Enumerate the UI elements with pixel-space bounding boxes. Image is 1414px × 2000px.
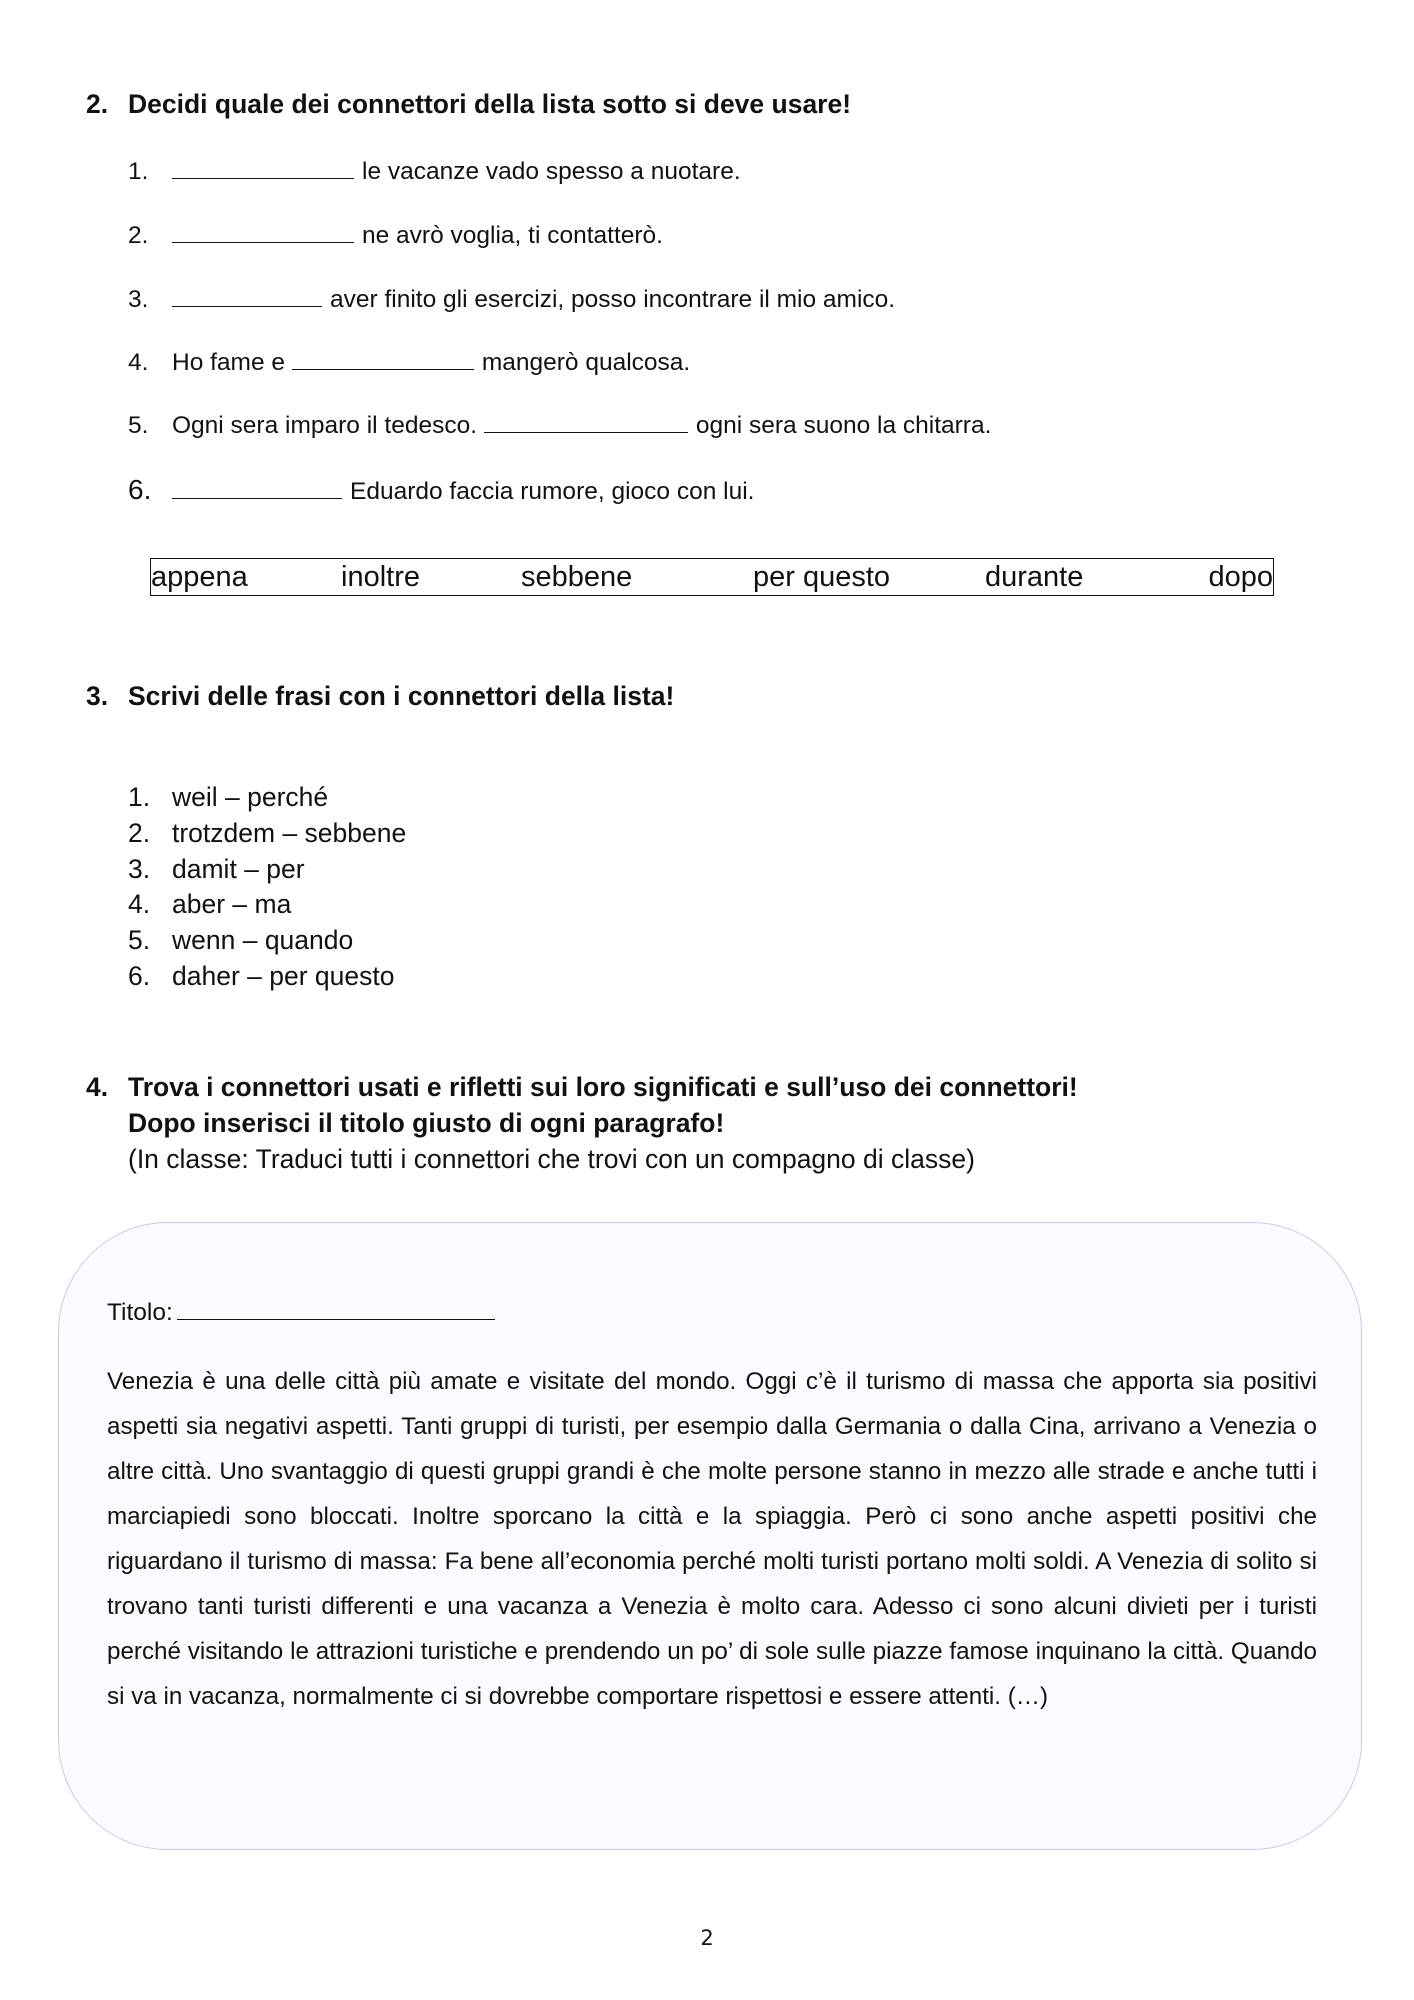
item-text-before: Ho fame e (172, 349, 286, 376)
section-title: Decidi quale dei connettori della lista sotto si deve usare! (128, 89, 852, 119)
section-3-heading (86, 678, 1326, 714)
answer-blank[interactable] (172, 220, 354, 243)
section-number: 2. (86, 89, 109, 119)
item-text: trotzdem – sebbene (172, 817, 407, 848)
item-text: Eduardo faccia rumore, gioco con lui. (350, 478, 755, 505)
word-bank-item: appena (151, 561, 248, 593)
item-number: 4. (128, 349, 149, 376)
answer-blank[interactable] (172, 156, 354, 179)
title-label: Titolo: (107, 1299, 173, 1326)
answer-blank[interactable] (484, 410, 688, 433)
reading-text-box (58, 1222, 1362, 1850)
section-4-heading (86, 1069, 1326, 1177)
section-title-line-1: Trova i connettori usati e rifletti sui loro significati e sull’uso dei connettori! (128, 1072, 1078, 1102)
item-text: damit – per (172, 853, 305, 884)
list-item (128, 780, 406, 816)
item-text: weil – perché (172, 782, 329, 812)
answer-blank[interactable] (292, 347, 474, 370)
item-number: 2. (128, 817, 151, 848)
item-number: 3. (128, 286, 149, 313)
item-text: wenn – quando (172, 925, 354, 956)
exercise-item (128, 156, 741, 188)
word-bank (150, 558, 1274, 596)
section-number: 3. (86, 681, 109, 711)
list-item (128, 852, 406, 888)
paragraph-text: Venezia è una delle città più amate e visitate del mondo. Oggi c’è il turismo di massa che apporta sia positivi aspetti sia negativi aspetti. Tanti gruppi di turisti, per esempio dalla Germania o dalla Cina, arrivano a Venezia o altre città. Uno svantaggio di questi gruppi grandi è che molte persone stanno in mezzo alle strade e anche tutti i marciapiedi sono bloccati. Inoltre sporcano la città e la spiaggia. Però ci sono anche aspetti positivi che riguardano il turismo di massa: Fa bene all’economia perché molti turisti portano molti soldi. A Venezia di solito si trovano tanti turisti differenti e una vacanza a Venezia è molto cara. Adesso ci sono alcuni divieti per i turisti perché visitando le attrazioni turistiche e prendendo un po’ di sole sulle piazze famose inquinano la città. Quando si va in vacanza, normalmente ci si dovrebbe comportare rispettosi e essere attenti. (…) (107, 1368, 1317, 1710)
section-instruction: (In classe: Traduci tutti i connettori che trovi con un compagno di classe) (128, 1144, 975, 1174)
section-title: Scrivi delle frasi con i connettori della lista! (128, 681, 675, 711)
word-bank-item: durante (985, 561, 1084, 593)
item-number: 1. (128, 782, 151, 812)
item-number: 3. (128, 853, 151, 884)
item-text-before: Ogni sera imparo il tedesco. (172, 412, 478, 439)
item-text: le vacanze vado spesso a nuotare. (362, 158, 741, 185)
item-text: aver finito gli esercizi, posso incontrare il mio amico. (330, 286, 896, 313)
section-number: 4. (86, 1072, 109, 1102)
word-bank-item: inoltre (341, 561, 420, 593)
exercise-item (128, 220, 663, 252)
section-title-line-2: Dopo inserisci il titolo giusto di ogni paragrafo! (128, 1108, 725, 1138)
item-number: 2. (128, 222, 149, 249)
word-bank-item: sebbene (521, 561, 633, 593)
item-text: ne avrò voglia, ti contatterò. (362, 222, 663, 249)
connector-list (128, 780, 406, 995)
item-text: daher – per questo (172, 960, 395, 991)
item-number: 5. (128, 412, 149, 439)
list-item (128, 959, 406, 995)
answer-blank[interactable] (172, 476, 342, 499)
answer-blank[interactable] (172, 284, 322, 307)
exercise-item (128, 410, 991, 442)
item-text: mangerò qualcosa. (481, 349, 691, 376)
item-text: ogni sera suono la chitarra. (695, 412, 992, 439)
item-number: 4. (128, 889, 151, 920)
page-number: 2 (700, 1926, 714, 1950)
item-number: 1. (128, 158, 149, 185)
title-field (107, 1299, 503, 1327)
item-number: 6. (128, 960, 151, 991)
list-item (128, 816, 406, 852)
word-bank-item: dopo (1208, 561, 1273, 593)
list-item (128, 923, 406, 959)
item-number: 6. (128, 474, 152, 505)
item-number: 5. (128, 925, 151, 956)
list-item (128, 887, 406, 923)
word-bank-item: per questo (753, 561, 891, 593)
section-2-heading (86, 86, 1326, 122)
title-blank[interactable] (177, 1299, 495, 1320)
item-text: aber – ma (172, 889, 292, 920)
exercise-item (128, 347, 690, 379)
exercise-item (128, 474, 754, 508)
exercise-item (128, 284, 895, 316)
